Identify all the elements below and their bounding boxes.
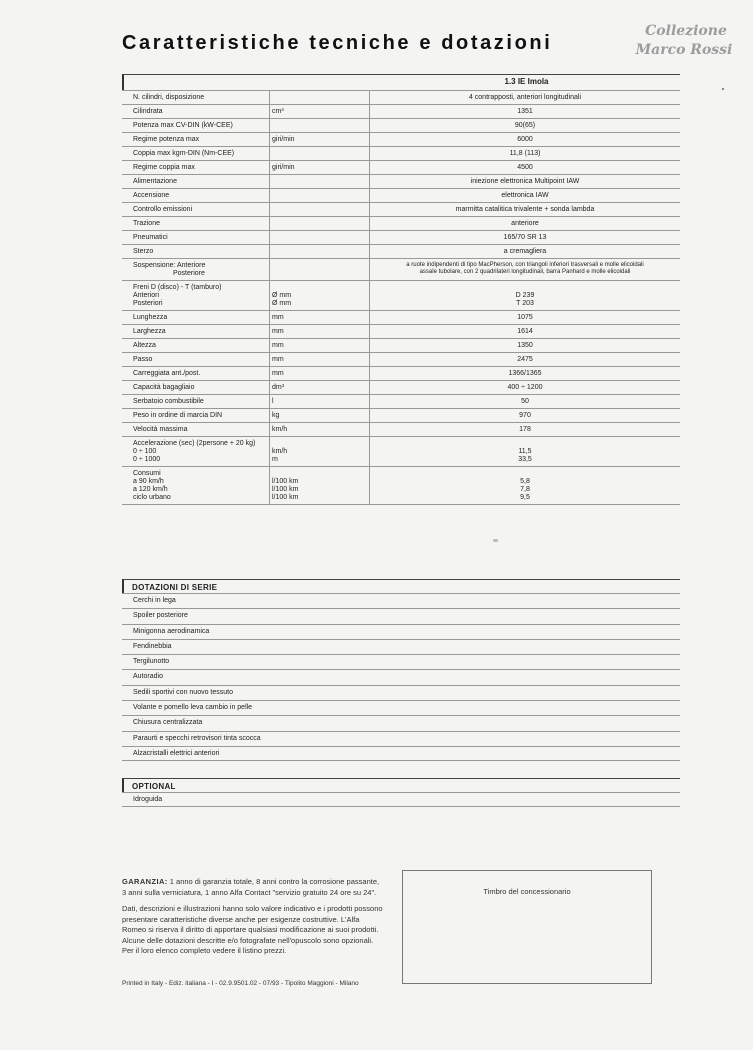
spec-value-sub: 9,5 [520,494,530,501]
equipment-item: Alzacristalli elettrici anteriori [122,746,680,761]
spec-unit-sub: m [272,456,278,463]
spec-value: 2475 [369,353,680,366]
spec-value-sub: 11,5 [518,448,532,455]
spec-unit [269,91,369,104]
spec-unit [269,259,369,280]
spec-label: Peso in ordine di marcia DIN [133,412,223,419]
spec-row-larghezza [122,324,680,338]
spec-row-sospensione [122,258,680,280]
spec-value: 1350 [369,339,680,352]
warranty-block [122,877,384,963]
spec-label-sub: Posteriori [133,300,163,307]
equipment-item: Autoradio [122,669,680,684]
spec-label-sub: 0 ÷ 1000 [133,456,161,463]
spec-unit: giri/min [269,161,369,174]
spec-row-freni [122,280,680,310]
equipment-item: Minigonna aerodinamica [122,624,680,639]
spec-label: Cilindrata [133,108,163,115]
spec-label: Lunghezza [133,314,168,321]
equipment-item: Volante e pomello leva cambio in pelle [122,700,680,715]
spec-label: Serbatoio combustibile [133,398,204,405]
page-title: Caratteristiche tecniche e dotazioni [122,32,553,54]
spec-unit-sub: l/100 km [272,494,299,501]
disclaimer-text: Dati, descrizioni e illustrazioni hanno solo valore indicativo e i prodotti possono presentare caratteristiche diverse anche per esigenze costruttive. L'Alfa Romeo si riserva il diritto di apportare qualsiasi modificazione ai suoi prodotti. Alcune delle dotazioni descritte e/o fotografate nell'opuscolo sono opzionali. Per il loro elenco completo vedere il listino prezzi. [122,904,383,955]
spec-unit [269,245,369,258]
spec-value: 4 contrapposti, anteriori longitudinali [369,91,680,104]
spec-unit [269,231,369,244]
spec-label: Velocità massima [133,426,188,433]
spec-row-accelerazione [122,436,680,466]
spec-row-lunghezza [122,310,680,324]
spec-unit: km/h [269,423,369,436]
spec-label: Larghezza [133,328,166,335]
spec-value: 165/70 SR 13 [369,231,680,244]
spec-label: Trazione [133,220,160,227]
spec-label-main: Sospensione: Anteriore [133,262,206,269]
spec-value: 4500 [369,161,680,174]
spec-row-regime-potenza [122,132,680,146]
spec-value [369,259,680,280]
spec-row-cilindri [122,90,680,104]
optional-item: Idroguida [122,792,680,807]
spec-value: anteriore [369,217,680,230]
spec-label: Controllo emissioni [133,206,193,213]
equipment-item: Spoiler posteriore [122,608,680,623]
spec-label: Regime coppia max [133,164,195,171]
spec-unit: l [269,395,369,408]
spec-row-carreggiata [122,366,680,380]
print-info: Printed in Italy - Ediz. italiana - I - 02.9.9501.02 - 07/93 - Tipolito Maggioni - Milano [122,980,359,987]
spec-value: 90(65) [369,119,680,132]
spec-label: Altezza [133,342,156,349]
spec-label: Potenza max CV-DIN (kW-CEE) [133,122,233,129]
warranty-label: GARANZIA: [122,877,168,886]
spec-value: iniezione elettronica Multipoint IAW [369,175,680,188]
spec-label-main: Accelerazione (sec) (2persone + 20 kg) [133,440,256,447]
spec-row-passo [122,352,680,366]
spec-label: Regime potenza max [133,136,200,143]
spec-label [122,259,269,280]
spec-row-consumi [122,466,680,505]
spec-value: 1075 [369,311,680,324]
spec-unit [269,281,369,310]
spec-label-sub: a 120 km/h [133,486,168,493]
spec-value-sub: 5,8 [520,478,530,485]
watermark-line-1: Collezione [645,23,727,39]
spec-value-sub: D 239 [515,292,535,299]
spec-unit-sub: Ø mm [272,292,292,299]
spec-row-bagagliaio [122,380,680,394]
spec-value: 970 [369,409,680,422]
spec-value: a cremagliera [369,245,680,258]
spec-value: 178 [369,423,680,436]
spec-label [122,281,269,310]
optional-heading: OPTIONAL [122,778,680,792]
spec-unit: kg [269,409,369,422]
spec-label-sub: ciclo urbano [133,494,171,501]
spec-unit [269,467,369,504]
spec-label: N. cilindri, disposizione [133,94,205,101]
spec-unit: mm [269,367,369,380]
spec-value-sub: 7,8 [520,486,530,493]
optional-section [122,778,680,807]
spec-label: Coppia max kgm-DIN (Nm-CEE) [133,150,235,157]
spec-label-sub: 0 ÷ 100 [133,448,157,455]
specs-table [122,74,680,505]
equipment-item: Chiusura centralizzata [122,715,680,730]
spec-unit-sub: l/100 km [272,478,299,485]
spec-label: Passo [133,356,153,363]
spec-unit-sub: l/100 km [272,486,299,493]
spec-value: elettronica IAW [369,189,680,202]
equipment-item: Fendinebbia [122,639,680,654]
equipment-item: Paraurti e specchi retrovisori tinta scocca [122,731,680,746]
spec-row-trazione [122,216,680,230]
spec-unit [269,189,369,202]
dealer-stamp-label: Timbro del concessionario [483,887,571,896]
spec-label-sub: a 90 km/h [133,478,164,485]
spec-unit: mm [269,325,369,338]
spec-label: Alimentazione [133,178,177,185]
spec-value [369,281,680,310]
spec-row-emissioni [122,202,680,216]
spec-value: 1351 [369,105,680,118]
spec-unit: mm [269,353,369,366]
warranty-paragraph [122,877,384,898]
spec-unit: mm [269,311,369,324]
spec-value-sub: 33,5 [518,456,532,463]
edge-mark [722,88,724,90]
warranty-text: 1 anno di garanzia totale, 8 anni contro la corrosione passante, 3 anni sulla verniciatura, 1 anno Alfa Contact "servizio gratuito 24 ore su 24". [122,877,380,897]
spec-label [122,437,269,466]
spec-row-peso [122,408,680,422]
spec-unit-sub: Ø mm [272,300,292,307]
spec-unit: dm³ [269,381,369,394]
spec-value [369,437,680,466]
spec-row-pneumatici [122,230,680,244]
spec-row-altezza [122,338,680,352]
spec-unit-sub: km/h [272,448,288,455]
spec-value-rear: assale tubolare, con 2 quadrilateri longitudinali, barra Panhard e molle elicoidali [419,269,631,275]
spec-label-main: Consumi [133,470,161,477]
spec-row-velocita [122,422,680,436]
spec-value: 400 ÷ 1200 [369,381,680,394]
spec-unit [269,119,369,132]
spec-label-sub: Anteriori [133,292,160,299]
spec-label: Capacità bagagliaio [133,384,195,391]
spec-value-sub: T 203 [516,300,534,307]
spec-row-sterzo [122,244,680,258]
dealer-stamp-box [402,870,652,984]
spec-value: 1366/1365 [369,367,680,380]
spec-label: Pneumatici [133,234,168,241]
spec-label [122,467,269,504]
spec-unit [269,147,369,160]
spec-value: 6000 [369,133,680,146]
spec-value-front: a ruote indipendenti di tipo MacPherson, con triangoli inferiori trasversali e molle elicoidali [406,262,644,268]
spec-row-alimentazione [122,174,680,188]
spec-value: 50 [369,395,680,408]
spec-label: Sterzo [133,248,154,255]
spec-row-coppia [122,146,680,160]
watermark-line-2: Marco Rossi [635,42,733,58]
spec-row-regime-coppia [122,160,680,174]
spec-unit: giri/min [269,133,369,146]
spec-value [369,467,680,504]
spec-label: Carreggiata ant./post. [133,370,201,377]
spec-row-accensione [122,188,680,202]
equipment-item: Tergilunotto [122,654,680,669]
spec-label-main: Freni D (disco) - T (tamburo) [133,284,222,291]
spec-value: 1614 [369,325,680,338]
standard-equipment-section [122,579,680,761]
spec-unit: cm³ [269,105,369,118]
spec-label-sub: Posteriore [173,270,205,277]
spec-row-potenza [122,118,680,132]
specs-header [122,74,680,90]
spec-value: marmitta catalitica trivalente + sonda lambda [369,203,680,216]
paper-speck [493,539,498,542]
spec-row-cilindrata [122,104,680,118]
equipment-item: Sedili sportivi con nuovo tessuto [122,685,680,700]
standard-equipment-heading: DOTAZIONI DI SERIE [122,579,680,593]
model-header: 1.3 IE Imola [504,77,549,86]
spec-row-serbatoio [122,394,680,408]
spec-unit [269,437,369,466]
equipment-item: Cerchi in lega [122,593,680,608]
spec-unit [269,217,369,230]
spec-value: 11,8 (113) [369,147,680,160]
spec-unit [269,203,369,216]
spec-unit [269,175,369,188]
spec-unit: mm [269,339,369,352]
spec-label: Accensione [133,192,170,199]
collection-watermark [636,22,736,60]
